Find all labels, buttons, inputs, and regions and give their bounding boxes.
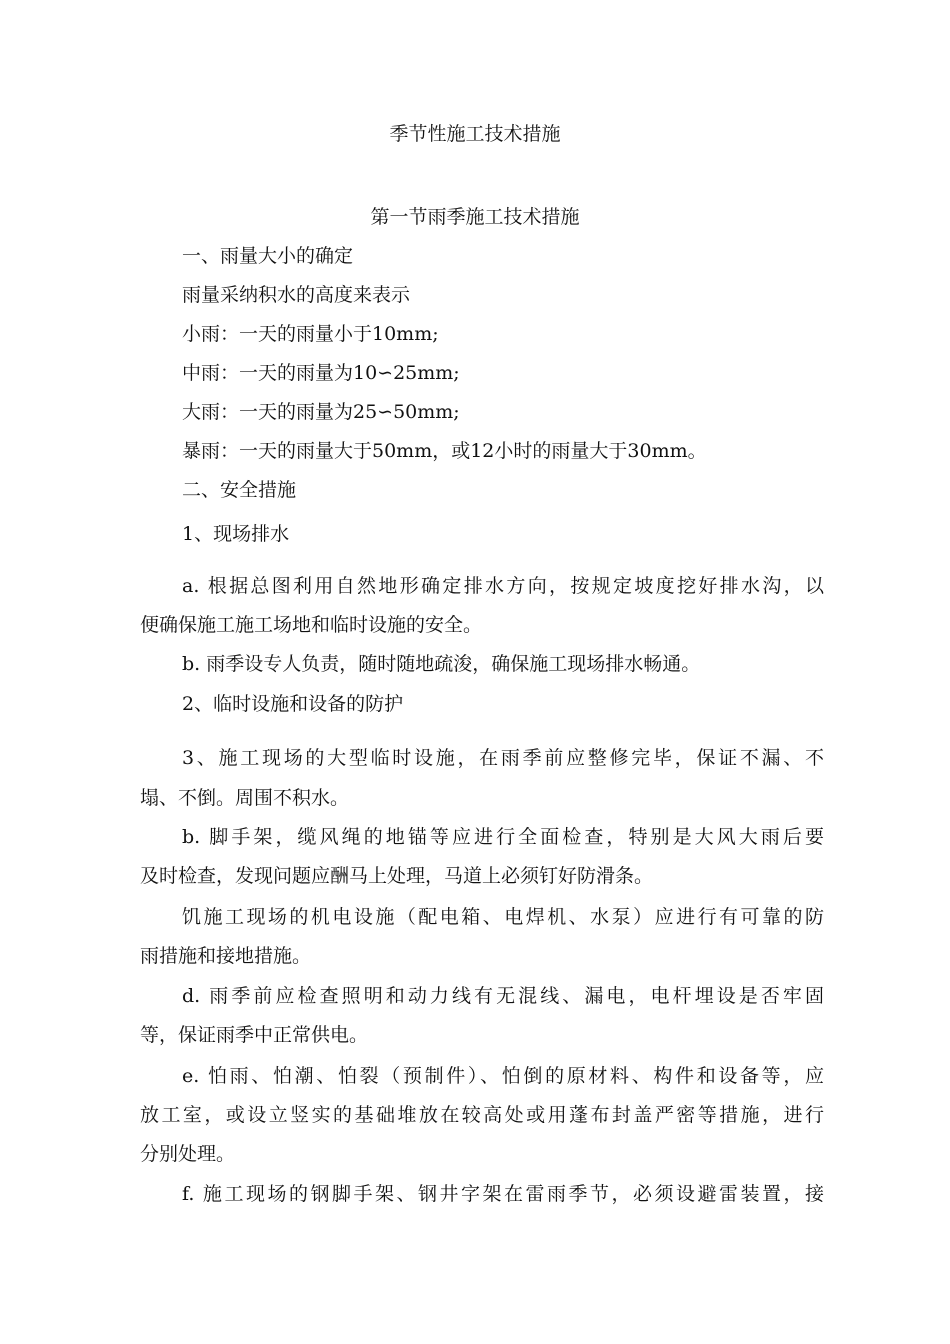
paragraph-line: a. 根据总图利用自然地形确定排水方向，按规定坡度挖好排水沟，以	[182, 575, 824, 597]
paragraph-line: 小雨：一天的雨量小于10mm;	[182, 323, 439, 345]
paragraph-line: b. 雨季设专人负责，随时随地疏浚，确保施工现场排水畅通。	[182, 653, 701, 675]
paragraph-line: 雨量采纳积水的高度来表示	[182, 284, 411, 306]
paragraph-line: f. 施工现场的钢脚手架、钢井字架在雷雨季节，必须设避雷装置，接	[182, 1183, 824, 1205]
document-title: 季节性施工技术措施	[389, 123, 561, 145]
paragraph-line: 大雨：一天的雨量为25∽50mm;	[182, 401, 460, 423]
paragraph-line: 等，保证雨季中正常供电。	[140, 1024, 369, 1046]
paragraph-line: 暴雨：一天的雨量大于50mm，或12小时的雨量大于30mm。	[182, 440, 707, 462]
paragraph-line: d. 雨季前应检查照明和动力线有无混线、漏电，电杆埋设是否牢固	[182, 985, 824, 1007]
paragraph-line: 3、施工现场的大型临时设施，在雨季前应整修完毕，保证不漏、不	[182, 747, 824, 769]
paragraph-line: 便确保施工施工场地和临时设施的安全。	[140, 614, 483, 636]
paragraph-line: 雨措施和接地措施。	[140, 945, 312, 967]
paragraph-line: 饥施工现场的机电设施（配电箱、电焊机、水泵）应进行有可靠的防	[182, 906, 824, 928]
paragraph-line: 塌、不倒。周围不积水。	[140, 787, 350, 809]
paragraph-line: 中雨：一天的雨量为10∽25mm;	[182, 362, 460, 384]
heading-rainfall: 一、雨量大小的确定	[182, 245, 354, 267]
paragraph-line: e. 怕雨、怕潮、怕裂（预制件）、怕倒的原材料、构件和设备等，应	[182, 1065, 824, 1087]
paragraph-line: b. 脚手架，缆风绳的地锚等应进行全面检查，特别是大风大雨后要	[182, 826, 824, 848]
paragraph-line: 放工室，或设立竖实的基础堆放在较高处或用蓬布封盖严密等措施，进行	[140, 1104, 824, 1126]
subheading-protection: 2、临时设施和设备的防护	[182, 693, 404, 715]
subheading-drainage: 1、现场排水	[182, 523, 290, 545]
heading-safety: 二、安全措施	[182, 479, 297, 501]
paragraph-line: 及时检查，发现问题应酬马上处理，马道上必须钉好防滑条。	[140, 865, 654, 887]
paragraph-line: 分别处理。	[140, 1143, 236, 1165]
section-title: 第一节雨季施工技术措施	[370, 206, 580, 228]
